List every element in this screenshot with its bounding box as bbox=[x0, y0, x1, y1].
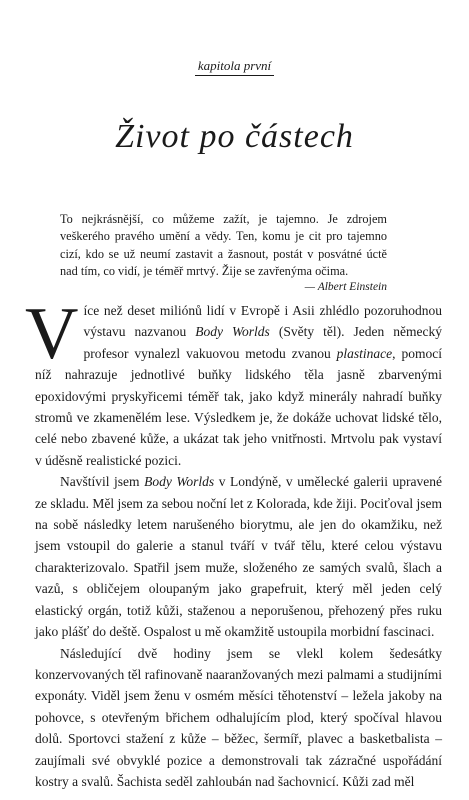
paragraph-2-text-c: v Londýně, v umělecké galerii upravené ze skladu. Měl jsem za sebou noční let z Kolorada, kde žiji. Pociťoval jsem na sobě následky letem narušeného biorytmu, ale jen do okamžiku, než jsem vstoupil do galerie a stanul tváří v tvář tělu, které celou výstavu charakterizovalo. Spatřil jsem muže, složeného ze samých svalů, šlach a vazů, s obličejem oloupaným jako grapefruit, který měl jeden celý elastický orgán, totiž kůži, staženou a neporušenou, přehozený přes ruku jako plášť do deště. Ospalost u mě okamžitě ustoupila morbidní fascinaci. bbox=[35, 474, 442, 640]
drop-cap: V bbox=[25, 293, 79, 375]
epigraph-quote: To nejkrásnější, co můžeme zažít, je tajemno. Je zdrojem veškerého pravého umění a vědy. Ten, komu je cit pro tajemno cizí, kdo se už neumí zastavit a žasnout, postát v posvátné úctě nad tím, co vidí, je téměř mrtvý. Žije se zavřenýma očima. bbox=[60, 212, 387, 278]
paragraph-1-text-c: (Světy těl). Jeden německý profesor vynalezl vakuovou metodu zvanou bbox=[83, 324, 442, 361]
method-name-italic: plastinace bbox=[336, 345, 393, 361]
exhibition-title-italic: Body Worlds bbox=[195, 324, 270, 340]
chapter-title: Život po částech bbox=[115, 118, 354, 155]
epigraph-attribution: — Albert Einstein bbox=[304, 281, 387, 293]
paragraph-1-text-a: íce než deset miliónů lidí v Evropě i Asii zhlédlo pozoruhodnou výstavu nazvanou bbox=[83, 303, 442, 340]
body-text bbox=[25, 293, 442, 792]
paragraph-3: Následující dvě hodiny jsem se vlekl kolem šedesátky konzervovaných těl rafinovaně naaranžovaných mezi palmami a studijními exponáty. Viděl jsem ženu v osmém měsíci těhotenství – ležela jakoby na pohovce, s otevřeným břichem odhalujícím plod, který spočíval hlavou dolů. Sportovci stažení z kůže – běžec, šermíř, plavec a basketbalista – zaujímali své obvyklé pozice a demonstrovali tak zázračné uspořádání kostry a svalů. Šachista seděl zahloubán nad šachovnicí. Kůži zad měl bbox=[35, 645, 442, 789]
paragraph-1 bbox=[25, 293, 442, 471]
chapter-label-text: kapitola první bbox=[195, 58, 274, 76]
chapter-label bbox=[0, 58, 469, 76]
paragraph-2 bbox=[35, 471, 442, 642]
paragraph-2-text-a: Navštívil jsem bbox=[60, 474, 145, 490]
paragraph-1-text-e: , pomocí níž nahrazuje jednotlivé buňky lidského těla jasně zbarvenými epoxidovými pryskyřicemi téměř tak, jako když minerály nahradí buňky stromů ve zkamenělém lese. Výsledkem je, že dokáže uchovat lidské tělo, celé nebo zbavené kůže, a ukázat tak jeho vnitřnosti. Mrtvolu pak vystaví v úděsně realistické pozici. bbox=[35, 345, 442, 468]
exhibition-title-italic-2: Body Worlds bbox=[144, 474, 215, 490]
